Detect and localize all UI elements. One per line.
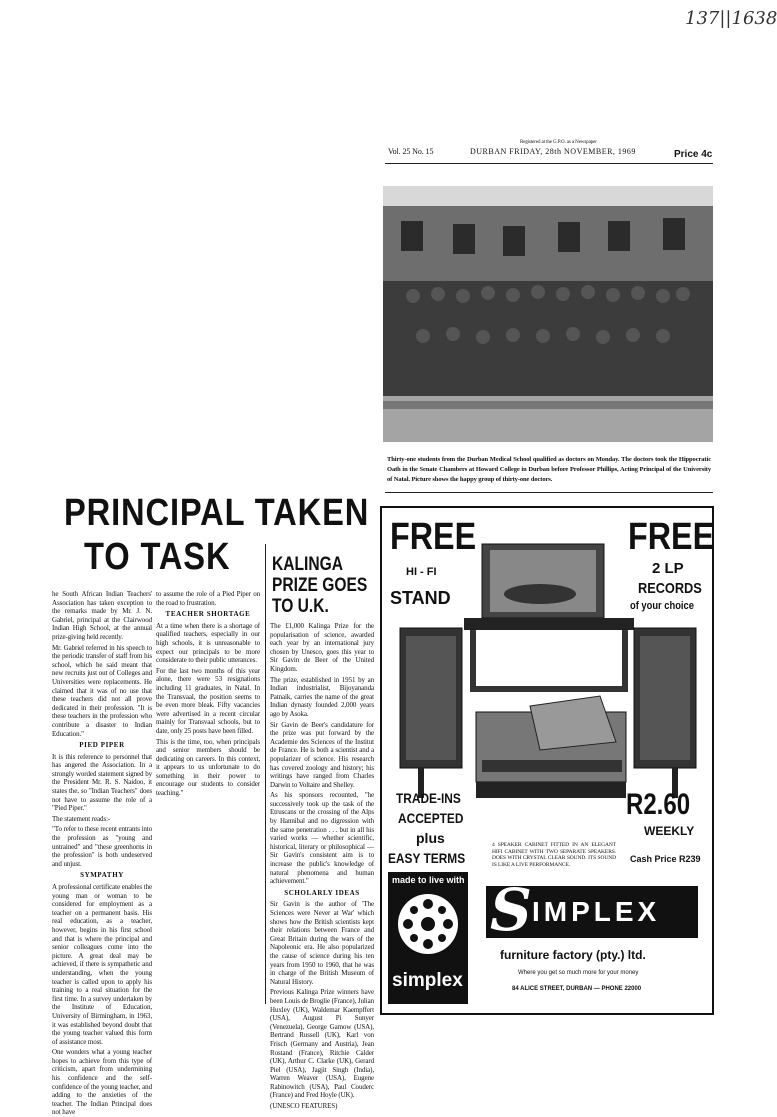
ad-choice: of your choice <box>630 600 694 612</box>
article1-para: to assume the role of a Pied Piper on the road to frustration. <box>156 590 260 607</box>
left-speaker <box>400 628 462 798</box>
article1-para: The statement reads:- <box>52 814 111 823</box>
masthead-rule <box>385 163 713 164</box>
article1-para: At a time when there is a shortage of qualified teachers, especially in our high schools, it is unreasonable to expect our principals to be more considerate to their public utterances. <box>156 621 260 665</box>
article1-para: For the last two months of this year alone, there were 53 resignations including 11 graduates, in Natal. In the Transvaal, the position seems to be even more bleak. Fifty vacancies were advertised in a recent circular mainly for Transvaal schools, but to date, only 25 posts have been filled. <box>156 666 260 735</box>
article1-para: It is this reference to personnel that has angered the Association. In a strongly worded statement signed by the President Mr. R. S. Naidoo, it states the, so "Indian Teachers" does not have to assume the role of a "Pied Piper." <box>52 752 152 813</box>
ad-free-right: FREE <box>628 516 715 558</box>
group-photo <box>383 186 713 442</box>
simplex-advert <box>380 506 714 1015</box>
article1-para: One wonders what a young teacher hopes to achieve from this type of criticism, apart from undermining his confidence and the self-confidence of the young teacher, and adding to the anxieties of the teacher. The Indian Principal does not have <box>52 1048 152 1117</box>
ad-hifi: HI - FI <box>406 566 437 578</box>
subhead-pied-piper: PIED PIPER <box>79 741 125 750</box>
article2-para: The prize, established in 1951 by an Indian industrialist, Bijoyananda Patnaik, carries the name of the great Indian dynasty founded 2,000 years ago by Asoka. <box>270 675 374 718</box>
right-speaker <box>634 628 696 798</box>
article1-column1 <box>52 590 152 1117</box>
article2-para: The £1,000 Kalinga Prize for the popularisation of science, awarded each year by an international jury chosen by Unesco, goes this year to Sir Gavin de Beer of the United Kingdom. <box>270 622 374 673</box>
column-divider <box>265 544 266 1004</box>
simplex-s-icon: S <box>490 876 532 944</box>
article2-para: As his sponsors recounted, "he successively took up the task of the Etruscans or the crossing of the Alps by Hannibal and no digression with the same penetration . . . but in all his varied works — whether scientific, historical, literary or philosophical — Sir Gavin's consistent aim is to increase the public's knowledge of natural phenomena and human achievement." <box>270 791 374 886</box>
ad-made-to-live: made to live with <box>392 875 465 885</box>
ad-factory: furniture factory (pty.) ltd. <box>500 948 646 962</box>
archive-number: 137||1638 <box>685 8 777 29</box>
ad-accepted: ACCEPTED <box>398 810 464 826</box>
subhead-sympathy: SYMPATHY <box>80 871 124 880</box>
article1-column2 <box>156 590 260 798</box>
ad-cash-price: Cash Price R239 <box>630 854 701 864</box>
masthead-price: Price 4c <box>674 149 713 160</box>
group-photo-image <box>383 186 713 442</box>
ad-free-left: FREE <box>390 516 477 558</box>
ad-price: R2.60 <box>626 788 691 821</box>
masthead-small-line: Registered at the G.P.O. as a Newspaper <box>520 140 597 145</box>
article1-para: Mr. Gabriel referred in his speech to the periodic transfer of staff from his school, which he said meant that new recruits just out of Colleges and Universities were replacements. He claimed that it was of no use that these teachers did not all prove dedicated in their profession. "It is these teachers in the profession who contribute a disaster to Indian Education." <box>52 643 152 738</box>
subhead-teacher-shortage: TEACHER SHORTAGE <box>165 610 251 619</box>
article2-para: Sir Gavin is the author of 'The Sciences were Never at War' which shows how the British scientists kept their relations between France and Great Britain during the wars of the Napoleonic era. He also popularized the cause of science during his ten years from 1950 to 1960, that he was in charge of the British Museum of Natural History. <box>270 900 374 986</box>
masthead-volume: Vol. 25 No. 15 <box>388 147 434 156</box>
flower-logo-icon <box>396 892 460 956</box>
ad-tradeins: TRADE-INS <box>396 790 461 806</box>
ad-weekly: WEEKLY <box>644 824 695 838</box>
ad-records: RECORDS <box>638 580 702 597</box>
ad-simplex-wordmark: IMPLEX <box>532 896 661 927</box>
ad-simplex-small: simplex <box>392 970 463 991</box>
article2-credit: (UNESCO FEATURES) <box>270 1102 338 1111</box>
ad-lp: 2 LP <box>652 560 684 577</box>
subhead-scholarly-ideas: SCHOLARLY IDEAS <box>284 888 360 897</box>
headline-kalinga-line1: KALINGA <box>272 554 343 575</box>
ad-easy-terms: EASY TERMS <box>388 850 466 866</box>
radiogram <box>464 544 634 798</box>
masthead-dateline: DURBAN FRIDAY, 28th NOVEMBER, 1969 <box>470 147 636 156</box>
article1-para: This is the time, too, when principals and senior members should be dedicating on careers. In this context, it appears to us unfortunate to do something in their power to encourage our students to consider teaching." <box>156 737 260 798</box>
ad-where: Where you get so much more for your money <box>518 970 639 976</box>
article1-para: "To refer to these recent entrants into the profession as "young and untrained" and "these greenhorns in the profession" is both undeserved and unjust. <box>52 825 152 868</box>
article1-para: he South African Indian Teachers' Association has taken exception to the remarks made by Mr. J. N. Gabriel, principal at the Clairwood Indian High School, at the annual prize-giving held recently. <box>52 590 152 641</box>
article2-para: Sir Gavin de Beer's candidature for the prize was put forward by the Academie des Sciences of the Institut de France. He is both a scientist and a popularizer of science. His research has covered zoology and history; his writings have ranged from Charles Darwin to Voltaire and Shelley. <box>270 720 374 789</box>
article2-para: Previous Kalinga Prize winners have been Louis de Broglie (France), Julian Huxley (UK), Waldemar Kaempffert (USA), August Pi Sunyer (Venezuela), George Gamow (USA), Bertrand Russell (UK), Karl von Frisch (Germany and Austria), Jean Rostand (France), Ritchie Calder (UK), Arthur C. Clarke (UK), Gerard Piel (USA), Jagjit Singh (India), Warren Weaver (USA), Eugene Rabinowitch (USA), Paul Couderc (France) and Fred Hoyle (UK). <box>270 988 374 1100</box>
ad-simplex-logo <box>486 876 698 944</box>
headline-principal-line2: TO TASK <box>84 536 231 578</box>
headline-principal-line1: PRINCIPAL TAKEN <box>64 492 370 534</box>
ad-simplex-box <box>388 872 468 1004</box>
photo-caption: Thirty-one students from the Durban Medical School qualified as doctors on Monday. The doctors took the Hippocratic Oath in the Senate Chambers at Howard College in Durban before Professor Phillips, Acting Principal of the University of Natal. Picture shows the happy group of thirty-one doctors. <box>387 456 711 483</box>
caption-rule <box>385 492 713 493</box>
article2-body <box>270 622 374 1111</box>
article1-para: A professional certificate enables the young man or woman to be considered for employment as a teacher on a permanent basis. His real education, as a teacher, however, begins in his first school and that is where the principal and senior colleagues come into the picture. A great deal may be achieved, if there is sympathetic and understanding, when the young teacher is called upon to apply his training to a real situation for the first time. In a survey undertaken by the Institute of Education, University of Birmingham, in 1963, it was established beyond doubt that the young teacher valued this form of assistance most. <box>52 883 152 1046</box>
headline-kalinga-line2: PRIZE GOES <box>272 575 368 596</box>
ad-plus: plus <box>416 830 445 846</box>
headline-kalinga-line3: TO U.K. <box>272 596 329 617</box>
ad-stand: STAND <box>390 588 451 608</box>
ad-blurb: 4 SPEAKER CABINET FITTED IN AN ELEGANT HIFI CABINET WITH TWO SEPARATE SPEAKERS. DOES WITH CRYSTAL CLEAR SOUND. ITS SOUND IS LIKE A LIVE PERFORMANCE. <box>492 842 616 868</box>
ad-address: 84 ALICE STREET, DURBAN — PHONE 22000 <box>512 986 642 992</box>
